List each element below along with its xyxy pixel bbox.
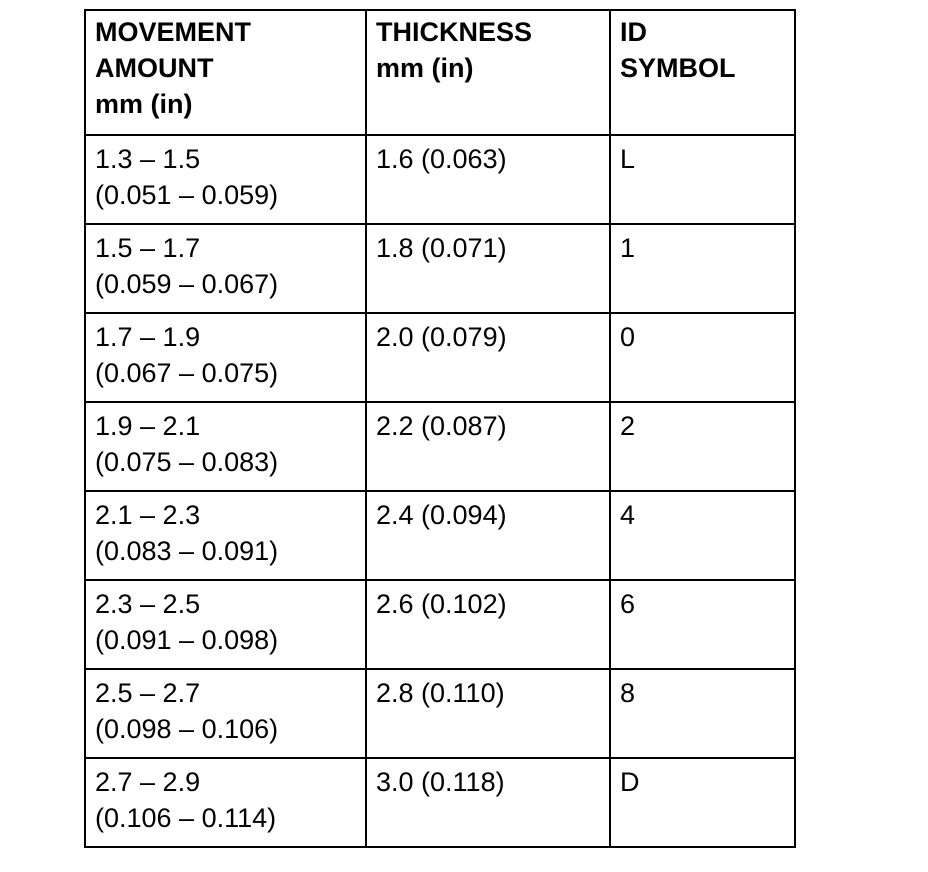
thickness-cell: 2.6 (0.102) — [366, 580, 610, 669]
table-row — [85, 224, 795, 313]
movement-cell — [85, 758, 366, 847]
id-symbol-cell: 0 — [610, 313, 795, 402]
header-text: THICKNESS — [376, 17, 533, 47]
table-row — [85, 135, 795, 224]
thickness-cell: 2.4 (0.094) — [366, 491, 610, 580]
table-row — [85, 402, 795, 491]
movement-mm: 1.9 – 2.1 — [95, 411, 201, 441]
table-row — [85, 580, 795, 669]
table-header-row — [85, 10, 795, 135]
movement-in: (0.067 – 0.075) — [95, 358, 279, 388]
id-symbol-cell: 2 — [610, 402, 795, 491]
id-symbol-cell: 4 — [610, 491, 795, 580]
header-text: ID — [620, 17, 647, 47]
movement-mm: 2.5 – 2.7 — [95, 678, 201, 708]
movement-mm: 1.7 – 1.9 — [95, 322, 201, 352]
shim-selection-table — [84, 9, 796, 848]
movement-cell — [85, 135, 366, 224]
movement-cell — [85, 491, 366, 580]
movement-mm: 2.1 – 2.3 — [95, 500, 201, 530]
thickness-cell: 2.0 (0.079) — [366, 313, 610, 402]
thickness-cell: 2.8 (0.110) — [366, 669, 610, 758]
movement-mm: 2.7 – 2.9 — [95, 767, 201, 797]
movement-in: (0.059 – 0.067) — [95, 269, 279, 299]
thickness-cell: 3.0 (0.118) — [366, 758, 610, 847]
movement-in: (0.083 – 0.091) — [95, 536, 279, 566]
thickness-cell: 1.8 (0.071) — [366, 224, 610, 313]
id-symbol-cell: 6 — [610, 580, 795, 669]
movement-cell — [85, 224, 366, 313]
thickness-cell: 1.6 (0.063) — [366, 135, 610, 224]
movement-cell — [85, 402, 366, 491]
header-text: SYMBOL — [620, 53, 736, 83]
movement-mm: 1.3 – 1.5 — [95, 144, 201, 174]
header-text: mm (in) — [376, 53, 474, 83]
table-row — [85, 758, 795, 847]
id-symbol-cell: L — [610, 135, 795, 224]
movement-in: (0.051 – 0.059) — [95, 180, 279, 210]
movement-cell — [85, 669, 366, 758]
thickness-cell: 2.2 (0.087) — [366, 402, 610, 491]
movement-in: (0.075 – 0.083) — [95, 447, 279, 477]
movement-mm: 1.5 – 1.7 — [95, 233, 201, 263]
movement-in: (0.106 – 0.114) — [95, 803, 277, 833]
table-row — [85, 491, 795, 580]
movement-cell — [85, 313, 366, 402]
header-thickness — [366, 10, 610, 135]
header-movement-amount — [85, 10, 366, 135]
movement-cell — [85, 580, 366, 669]
table-row — [85, 669, 795, 758]
id-symbol-cell: 8 — [610, 669, 795, 758]
movement-in: (0.098 – 0.106) — [95, 714, 279, 744]
table-row — [85, 313, 795, 402]
header-text: AMOUNT — [95, 53, 214, 83]
header-id-symbol — [610, 10, 795, 135]
movement-mm: 2.3 – 2.5 — [95, 589, 201, 619]
id-symbol-cell: D — [610, 758, 795, 847]
header-text: MOVEMENT — [95, 17, 252, 47]
id-symbol-cell: 1 — [610, 224, 795, 313]
header-text: mm (in) — [95, 89, 193, 119]
movement-in: (0.091 – 0.098) — [95, 625, 279, 655]
